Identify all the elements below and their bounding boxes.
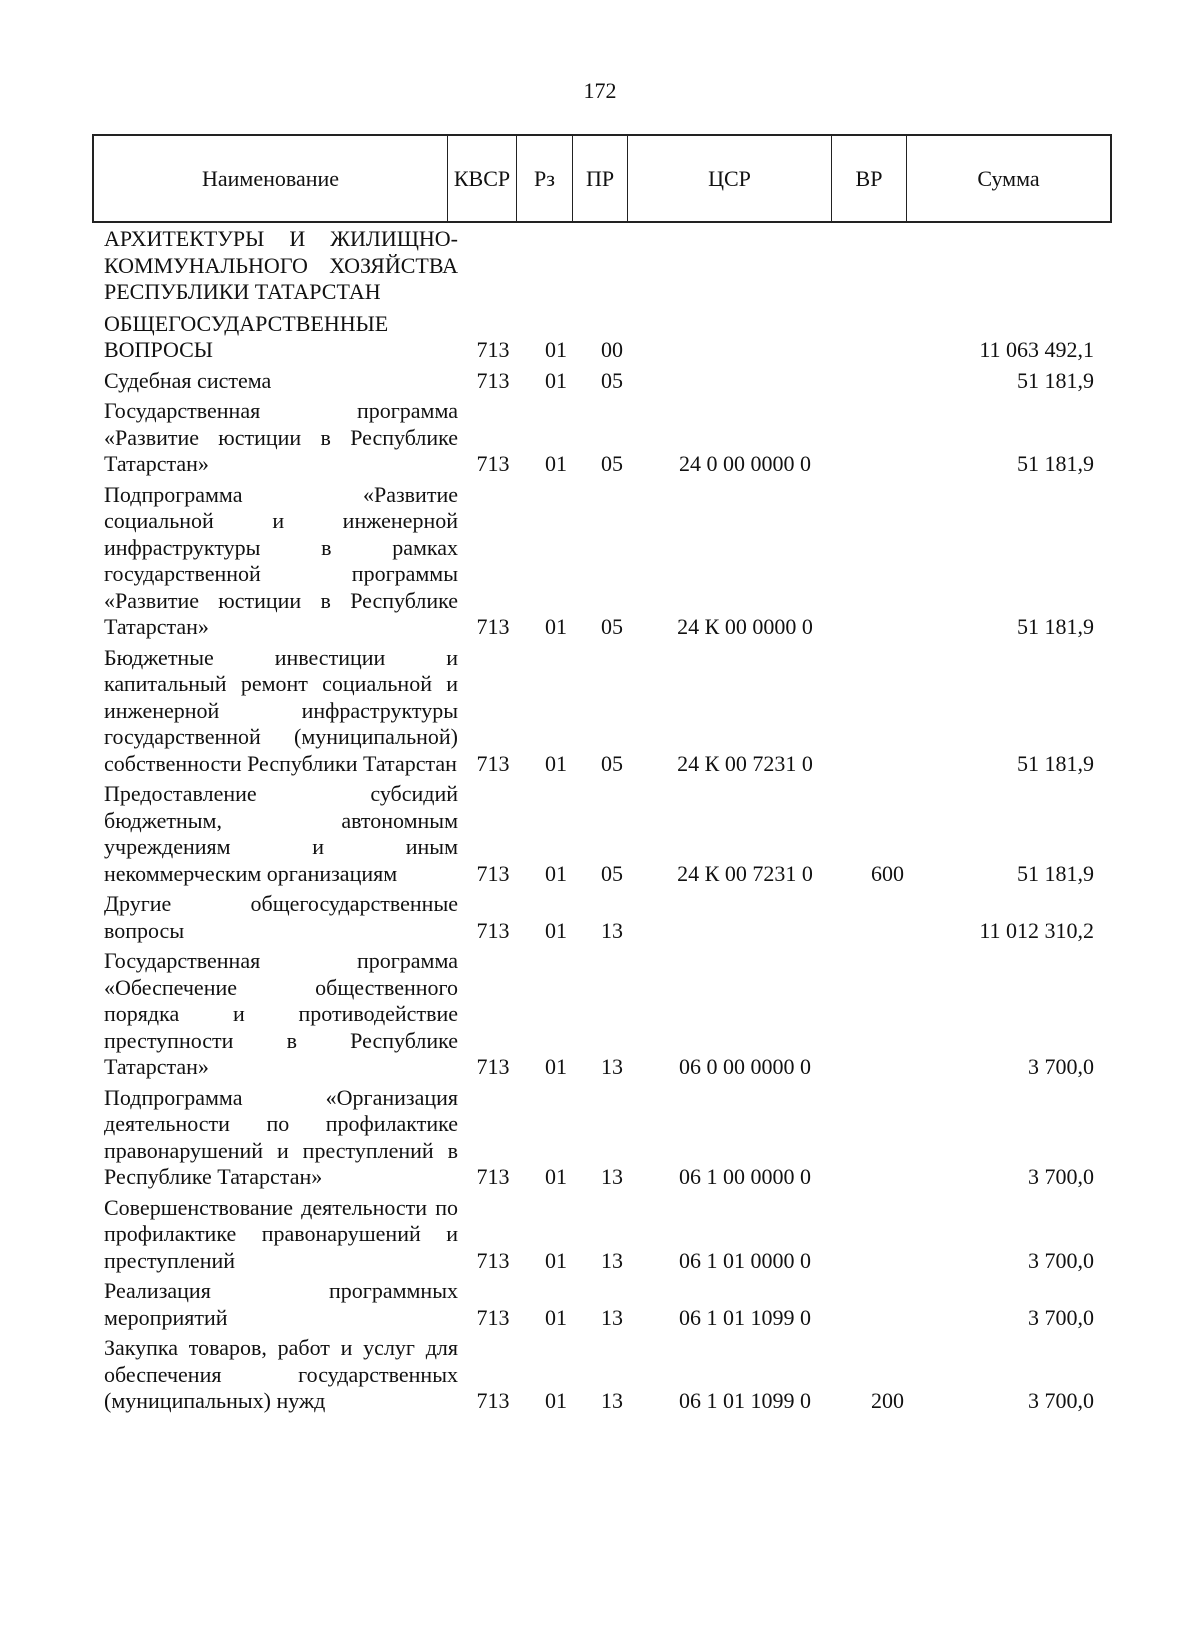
row-pr: 13 — [601, 917, 623, 943]
row-pr: 00 — [601, 337, 623, 362]
row-kvsr: 713 — [476, 367, 510, 393]
row-sum: 51 181,9 — [1017, 860, 1094, 886]
row-name: Бюджетные инвестиции и капитальный ремонт социальной и инженерной инфраструктуры государственной (муниципальной) собственности Республики Татарстан — [104, 644, 458, 776]
row-name: Подпрограмма «Организация деятельности по профилактике правонарушений и преступлений в Республике Татарстан» — [104, 1084, 458, 1189]
row-sum: 3 700,0 — [1028, 1247, 1094, 1273]
table-row — [92, 948, 1112, 1081]
table-row — [92, 1335, 1112, 1415]
row-kvsr: 713 — [476, 337, 510, 362]
table-row — [92, 311, 1112, 364]
row-rz: 01 — [545, 614, 567, 639]
row-vr: 200 — [871, 1388, 904, 1413]
row-rz: 01 — [545, 1247, 567, 1273]
row-pr: 05 — [601, 367, 623, 393]
row-name: АРХИТЕКТУРЫ И ЖИЛИЩНО-КОММУНАЛЬНОГО ХОЗЯЙСТВА РЕСПУБЛИКИ ТАТАРСТАН — [104, 226, 458, 304]
row-kvsr: 713 — [476, 917, 510, 943]
table-row — [92, 226, 1112, 306]
row-kvsr: 713 — [476, 1247, 510, 1273]
row-rz: 01 — [545, 860, 567, 886]
row-pr: 13 — [601, 1388, 623, 1413]
row-pr: 05 — [601, 860, 623, 886]
row-kvsr: 713 — [476, 1388, 510, 1413]
table-row — [92, 482, 1112, 641]
row-rz: 01 — [545, 1388, 567, 1413]
row-kvsr: 713 — [476, 1054, 510, 1079]
row-rz: 01 — [545, 1054, 567, 1079]
table-header — [92, 134, 1112, 223]
row-name: Государственная программа «Обеспечение общественного порядка и противодействие преступности в Республике Татарстан» — [104, 948, 458, 1079]
row-rz: 01 — [545, 750, 567, 776]
row-name: ОБЩЕГОСУДАРСТВЕННЫЕ ВОПРОСЫ — [104, 310, 389, 362]
row-sum: 3 700,0 — [1028, 1304, 1094, 1330]
row-sum: 51 181,9 — [1017, 367, 1094, 393]
row-sum: 51 181,9 — [1017, 614, 1094, 639]
row-name: Государственная программа «Развитие юстиции в Республике Татарстан» — [104, 398, 458, 476]
row-rz: 01 — [545, 337, 567, 362]
row-name: Судебная система — [104, 367, 272, 393]
row-rz: 01 — [545, 1164, 567, 1189]
row-name: Закупка товаров, работ и услуг для обеспечения государственных (муниципальных) нужд — [104, 1335, 458, 1413]
col-header-name: Наименование — [94, 136, 448, 221]
table-row — [92, 368, 1112, 395]
col-header-vr: ВР — [832, 136, 907, 221]
row-sum: 11 012 310,2 — [979, 917, 1094, 943]
row-sum: 51 181,9 — [1017, 750, 1094, 776]
row-csr: 06 1 01 0000 0 — [679, 1247, 811, 1273]
page-number: 172 — [583, 78, 617, 103]
table-row — [92, 645, 1112, 778]
row-kvsr: 713 — [476, 1164, 510, 1189]
col-header-csr: ЦСР — [628, 136, 832, 221]
row-pr: 05 — [601, 614, 623, 639]
row-rz: 01 — [545, 451, 567, 476]
row-csr: 06 1 00 0000 0 — [679, 1164, 811, 1189]
row-sum: 51 181,9 — [1017, 451, 1094, 476]
table-row — [92, 1195, 1112, 1275]
row-rz: 01 — [545, 367, 567, 393]
table-row — [92, 1278, 1112, 1331]
row-rz: 01 — [545, 1304, 567, 1330]
row-pr: 13 — [601, 1164, 623, 1189]
row-csr: 06 1 01 1099 0 — [679, 1304, 811, 1330]
row-pr: 05 — [601, 750, 623, 776]
table-row — [92, 398, 1112, 478]
col-header-rz: Рз — [517, 136, 573, 221]
row-vr: 600 — [871, 860, 904, 886]
row-sum: 3 700,0 — [1028, 1164, 1094, 1189]
table-row — [92, 891, 1112, 944]
row-rz: 01 — [545, 917, 567, 943]
row-pr: 05 — [601, 451, 623, 476]
row-name: Предоставление субсидий бюджетным, автономным учреждениям и иным некоммерческим организациям — [104, 781, 458, 886]
row-sum: 3 700,0 — [1028, 1054, 1094, 1079]
row-name: Совершенствование деятельности по профилактике правонарушений и преступлений — [104, 1194, 458, 1273]
row-name: Подпрограмма «Развитие социальной и инженерной инфраструктуры в рамках государственной программы «Развитие юстиции в Республике Татарстан» — [104, 481, 458, 639]
table-row — [92, 1085, 1112, 1191]
row-pr: 13 — [601, 1247, 623, 1273]
row-csr: 06 0 00 0000 0 — [679, 1054, 811, 1079]
row-kvsr: 713 — [476, 750, 510, 776]
row-kvsr: 713 — [476, 451, 510, 476]
row-name: Другие общегосударственные вопросы — [104, 891, 458, 943]
row-csr: 06 1 01 1099 0 — [679, 1388, 811, 1413]
col-header-sum: Сумма — [977, 165, 1040, 191]
row-pr: 13 — [601, 1304, 623, 1330]
col-header-kvsr: КВСР — [448, 136, 517, 221]
table-row — [92, 781, 1112, 887]
row-csr: 24 К 00 7231 0 — [677, 750, 813, 776]
row-sum: 3 700,0 — [1028, 1388, 1094, 1413]
row-kvsr: 713 — [476, 1304, 510, 1330]
row-csr: 24 К 00 0000 0 — [677, 614, 813, 639]
row-pr: 13 — [601, 1054, 623, 1079]
row-name: Реализация программных мероприятий — [104, 1278, 458, 1330]
row-sum: 11 063 492,1 — [979, 337, 1094, 362]
row-csr: 24 0 00 0000 0 — [679, 451, 811, 476]
table-body — [92, 226, 1112, 1415]
row-csr: 24 К 00 7231 0 — [677, 860, 813, 886]
row-kvsr: 713 — [476, 614, 510, 639]
row-kvsr: 713 — [476, 860, 510, 886]
col-header-pr: ПР — [573, 136, 628, 221]
